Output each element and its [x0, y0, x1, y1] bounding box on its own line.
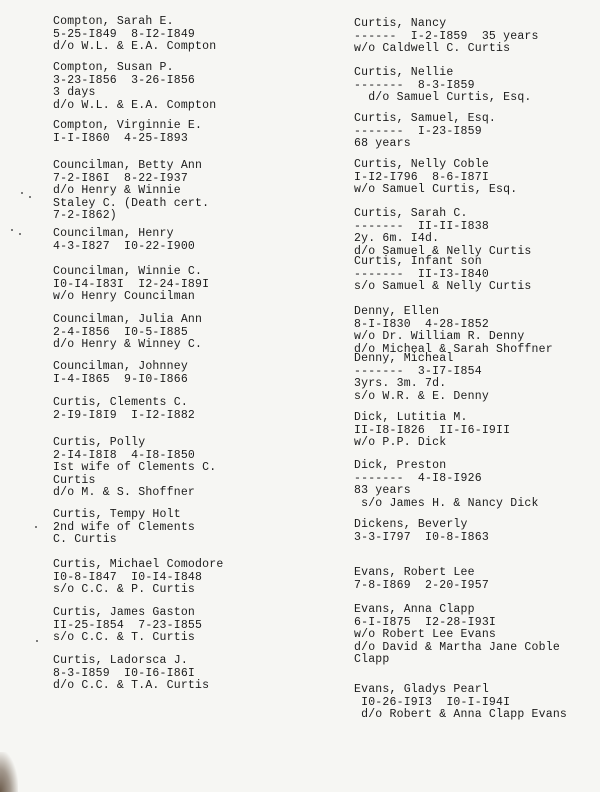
record-detail: Ist wife of Clements C. — [53, 461, 217, 474]
record-detail: 2-I9-I8I9 I-I2-I882 — [53, 408, 196, 422]
record-name: Councilman, Johnney — [53, 360, 188, 373]
record-detail: Clapp — [354, 653, 390, 666]
record-name: Councilman, Betty Ann — [53, 159, 203, 172]
record-detail: ------- I-23-I859 — [354, 124, 482, 138]
record-detail: d/o C.C. & T.A. Curtis — [53, 679, 210, 692]
record-entry — [53, 361, 323, 386]
record-detail: 6-I-I875 I2-28-I93I — [354, 615, 497, 629]
record-detail: w/o Caldwell C. Curtis — [354, 42, 511, 55]
record-entry — [354, 18, 594, 56]
record-detail: 3yrs. 3m. 7d. — [354, 377, 447, 390]
record-name: Councilman, Julia Ann — [53, 313, 203, 326]
record-entry — [354, 412, 594, 450]
record-entry — [354, 113, 594, 151]
record-entry — [354, 684, 594, 722]
record-detail: w/o Robert Lee Evans — [354, 628, 497, 641]
record-detail: 8-3-I859 I0-I6-I86I — [53, 666, 196, 680]
record-entry — [354, 604, 594, 667]
record-detail: ------- 3-I7-I854 — [354, 364, 482, 378]
record-detail: s/o W.R. & E. Denny — [354, 389, 489, 403]
record-name: Compton, Virginnie E. — [53, 119, 203, 132]
record-detail: 2nd wife of Clements — [53, 520, 196, 534]
record-name: Curtis, Tempy Holt — [53, 508, 181, 521]
record-entry — [53, 62, 323, 112]
record-detail: 7-8-I869 2-20-I957 — [354, 578, 489, 592]
record-entry — [53, 655, 323, 693]
record-name: Curtis, Infant son — [354, 255, 482, 268]
record-detail: d/o Micheal & Sarah Shoffner — [354, 342, 553, 356]
record-entry — [53, 397, 323, 422]
record-entry — [53, 607, 323, 645]
record-name: Evans, Robert Lee — [354, 566, 475, 579]
record-name: Curtis, Samuel, Esq. — [354, 112, 497, 125]
record-detail: I-4-I865 9-I0-I866 — [53, 372, 188, 386]
record-entry — [354, 159, 594, 197]
record-detail: 3-3-I797 I0-8-I863 — [354, 530, 489, 544]
record-detail: d/o Henry & Winnie — [53, 184, 181, 197]
record-detail: d/o Henry & Winney C. — [53, 338, 203, 351]
record-name: Denny, Micheal — [354, 352, 454, 365]
record-detail: I-I-I860 4-25-I893 — [53, 131, 188, 145]
record-name: Curtis, Ladorsca J. — [53, 654, 188, 667]
record-detail: ------- II-I3-I840 — [354, 267, 489, 281]
scan-speck — [35, 526, 37, 528]
record-detail: d/o W.L. & E.A. Compton — [53, 40, 217, 53]
record-detail: d/o W.L. & E.A. Compton — [53, 98, 217, 112]
scan-speck — [29, 196, 31, 198]
record-detail: w/o P.P. Dick — [354, 436, 447, 449]
record-detail: 8-I-I830 4-28-I852 — [354, 317, 489, 331]
record-name: Curtis, Nellie — [354, 66, 454, 79]
record-name: Curtis, Sarah C. — [354, 207, 468, 220]
record-detail: d/o M. & S. Shoffner — [53, 486, 196, 499]
record-detail: d/o Samuel & Nelly Curtis — [354, 244, 532, 258]
record-name: Dick, Lutitia M. — [354, 411, 468, 424]
record-name: Dickens, Beverly — [354, 518, 468, 531]
record-name: Curtis, Nelly Coble — [354, 158, 489, 171]
record-detail: C. Curtis — [53, 533, 117, 546]
record-detail: s/o C.C. & T. Curtis — [53, 631, 196, 644]
record-detail: 83 years — [354, 484, 411, 497]
record-name: Councilman, Henry — [53, 227, 174, 240]
record-detail: w/o Samuel Curtis, Esq. — [354, 183, 518, 196]
record-entry — [354, 67, 594, 105]
record-name: Dick, Preston — [354, 459, 447, 472]
record-detail: s/o James H. & Nancy Dick — [354, 496, 539, 510]
record-detail: 3-23-I856 3-26-I856 — [53, 73, 196, 87]
record-detail: w/o Dr. William R. Denny — [354, 330, 525, 343]
record-detail: 7-2-I86I 8-22-I937 — [53, 171, 188, 185]
record-entry — [354, 306, 594, 356]
record-detail: Curtis — [53, 473, 96, 487]
scan-speck — [36, 640, 38, 642]
record-name: Evans, Anna Clapp — [354, 603, 475, 616]
record-entry — [354, 353, 594, 403]
record-name: Curtis, James Gaston — [53, 606, 196, 619]
record-detail: I-I2-I796 8-6-I87I — [354, 170, 489, 184]
record-entry — [354, 519, 594, 544]
record-detail: I0-26-I9I3 I0-I-I94I — [354, 695, 511, 709]
record-detail: 2-I4-I8I8 4-I8-I850 — [53, 448, 196, 462]
record-detail: Staley C. (Death cert. — [53, 196, 210, 210]
record-name: Evans, Gladys Pearl — [354, 683, 489, 696]
record-entry — [53, 437, 323, 500]
record-detail: ------- 4-I8-I926 — [354, 471, 482, 485]
record-detail: 68 years — [354, 137, 411, 150]
record-entry — [53, 160, 323, 223]
record-detail: 7-2-I862) — [53, 209, 117, 222]
record-detail: I0-I4-I83I I2-24-I89I — [53, 277, 210, 291]
record-detail: s/o C.C. & P. Curtis — [53, 583, 196, 596]
record-detail: II-25-I854 7-23-I855 — [53, 618, 203, 632]
record-entry — [354, 256, 594, 294]
scan-speck — [19, 233, 21, 235]
corner-smudge — [0, 752, 18, 792]
record-name: Compton, Susan P. — [53, 61, 174, 74]
record-name: Compton, Sarah E. — [53, 15, 174, 28]
record-entry — [53, 559, 323, 597]
record-detail: d/o Robert & Anna Clapp Evans — [354, 708, 568, 721]
record-detail: d/o Samuel Curtis, Esq. — [354, 91, 532, 104]
record-detail: 4-3-I827 I0-22-I900 — [53, 239, 196, 253]
record-entry — [53, 509, 323, 547]
record-detail: ------- II-II-I838 — [354, 219, 489, 233]
scan-speck — [21, 192, 23, 194]
record-detail: 2-4-I856 I0-5-I885 — [53, 325, 188, 339]
record-name: Curtis, Polly — [53, 436, 146, 449]
record-name: Councilman, Winnie C. — [53, 265, 203, 278]
record-entry — [354, 208, 594, 258]
record-entry — [354, 460, 594, 510]
record-entry — [53, 314, 323, 352]
record-entry — [53, 120, 323, 145]
record-name: Curtis, Clements C. — [53, 396, 188, 409]
record-name: Curtis, Nancy — [354, 17, 447, 30]
record-detail: ------- 8-3-I859 — [354, 78, 475, 92]
record-detail: I0-8-I847 I0-I4-I848 — [53, 570, 203, 584]
record-entry — [354, 567, 594, 592]
record-detail: 5-25-I849 8-I2-I849 — [53, 27, 196, 41]
record-name: Denny, Ellen — [354, 305, 440, 318]
record-detail: 3 days — [53, 86, 96, 99]
record-entry — [53, 266, 323, 304]
record-detail: II-I8-I826 II-I6-I9II — [354, 423, 511, 437]
record-detail: 2y. 6m. I4d. — [354, 232, 440, 245]
record-detail: w/o Henry Councilman — [53, 290, 196, 303]
record-name: Curtis, Michael Comodore — [53, 558, 224, 571]
record-entry — [53, 228, 323, 253]
record-detail: ------ I-2-I859 35 years — [354, 29, 539, 43]
scan-speck — [11, 229, 13, 231]
record-detail: s/o Samuel & Nelly Curtis — [354, 280, 532, 293]
record-entry — [53, 16, 323, 54]
record-detail: d/o David & Martha Jane Coble — [354, 640, 560, 654]
